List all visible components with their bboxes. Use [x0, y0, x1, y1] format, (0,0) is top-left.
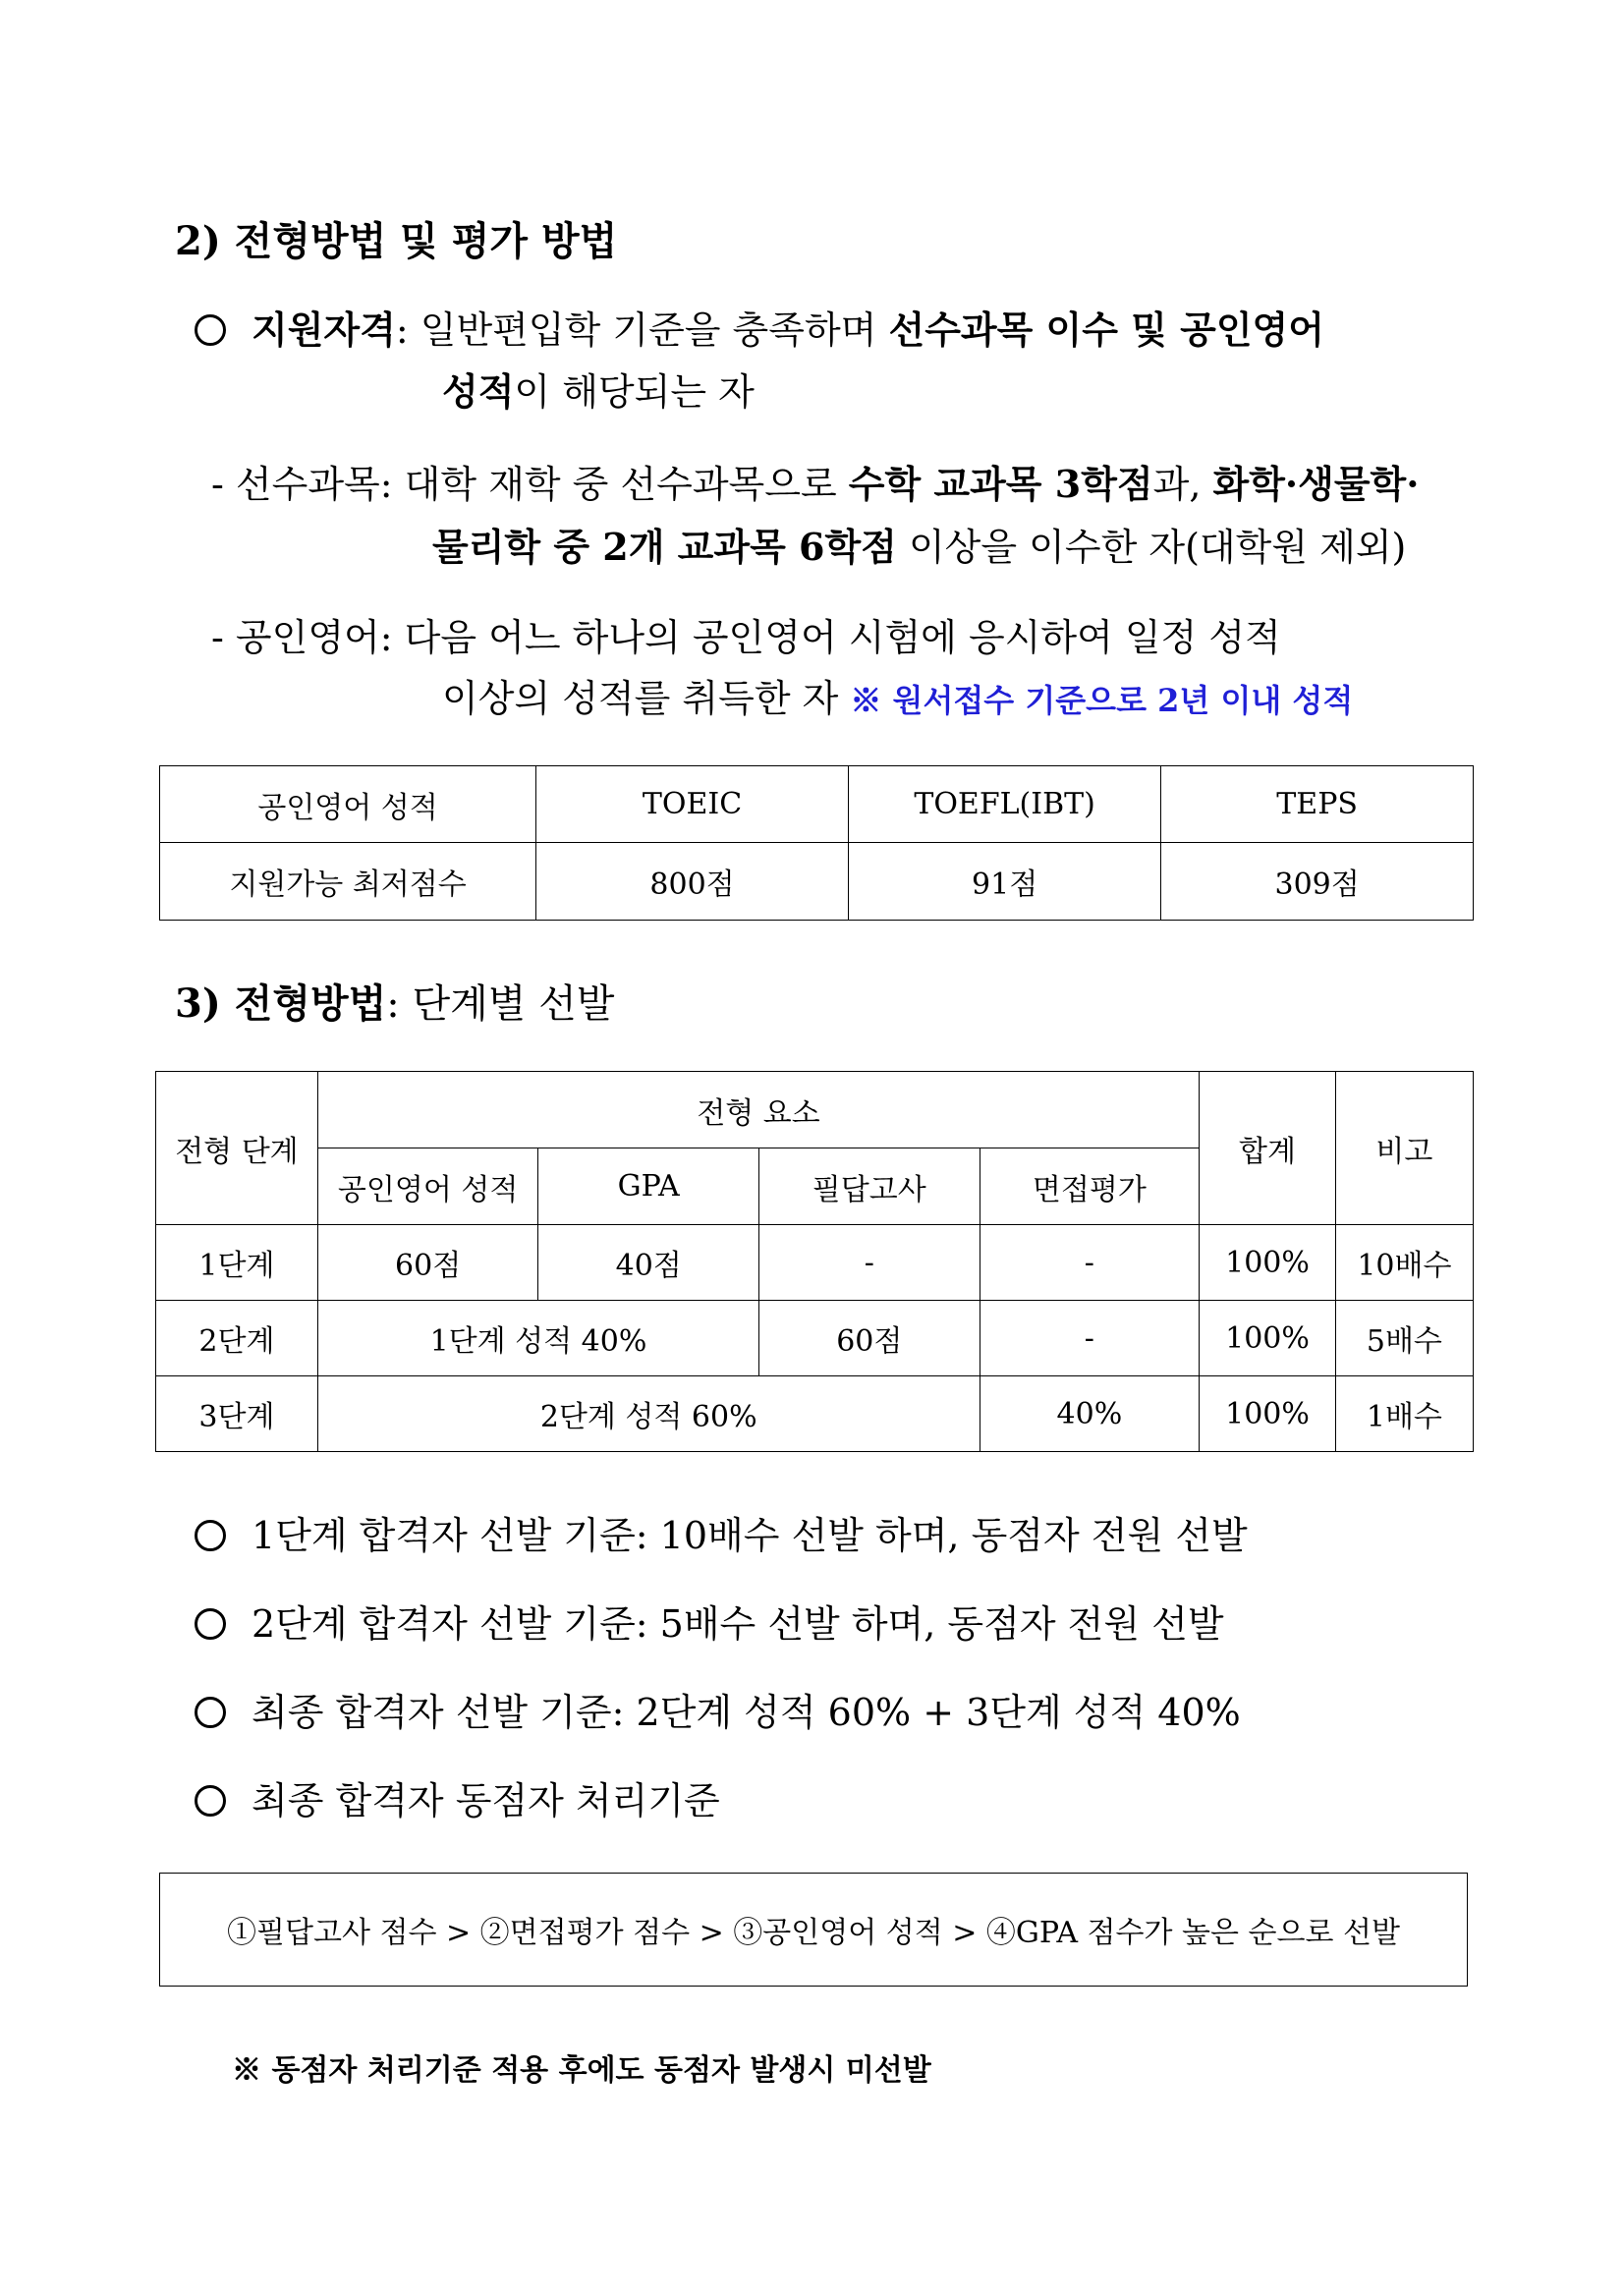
row3-interview: 40%: [980, 1376, 1200, 1452]
prereq-text1: 과,: [1152, 463, 1213, 506]
section3-heading-bold: 3) 전형방법: [175, 980, 387, 1027]
english-line1: - 공인영어: 다음 어느 하나의 공인영어 시험에 응시하여 일정 성적: [211, 616, 1281, 659]
score-header-label: 공인영어 성적: [160, 766, 536, 843]
sub-header-interview: 면접평가: [980, 1148, 1200, 1225]
score-row-label: 지원가능 최저점수: [160, 843, 536, 921]
qualification-label: 지원자격: [252, 308, 396, 352]
prereq-line1: [211, 454, 1419, 508]
row1-stage: 1단계: [156, 1225, 318, 1301]
stage-table: [155, 1071, 1474, 1452]
list-item: [195, 1505, 1248, 1559]
row2-written: 60점: [759, 1301, 980, 1376]
score-header-toeic: TOEIC: [536, 766, 849, 843]
circle-bullet-icon: [195, 1520, 226, 1551]
row2-total: 100%: [1200, 1301, 1336, 1376]
prereq-line2: [432, 517, 1406, 571]
row1-total: 100%: [1200, 1225, 1336, 1301]
final-note: ※ 동점자 처리기준 적용 후에도 동점자 발생시 미선발: [232, 2053, 931, 2088]
english-line2: [442, 668, 1353, 722]
row3-total: 100%: [1200, 1376, 1336, 1452]
prereq-bold3: 물리학 중 2개 교과목 6학점: [432, 525, 897, 569]
sub-header-written: 필답고사: [759, 1148, 980, 1225]
bullet-text: 2단계 합격자 선발 기준: 5배수 선발 하며, 동점자 전원 선발: [252, 1602, 1224, 1646]
sub-header-english: 공인영어 성적: [317, 1148, 537, 1225]
score-header-teps: TEPS: [1161, 766, 1474, 843]
circle-bullet-icon: [195, 1785, 226, 1817]
qualification-bold2: 성적: [442, 369, 515, 414]
section3-heading-rest: : 단계별 선발: [386, 981, 615, 1027]
qualification-text1: 일반편입학 기준을 충족하며: [408, 308, 889, 352]
sub-header-gpa: GPA: [538, 1148, 759, 1225]
list-item: [195, 1594, 1224, 1648]
row1-interview: -: [980, 1225, 1200, 1301]
row2-prev: 1단계 성적 40%: [317, 1301, 758, 1376]
list-item: [195, 1770, 720, 1824]
row2-interview: -: [980, 1301, 1200, 1376]
row3-stage: 3단계: [156, 1376, 318, 1452]
qualification-line1: [195, 300, 1324, 354]
row3-note: 1배수: [1335, 1376, 1473, 1452]
table-row: [156, 1301, 1474, 1376]
bullet-text: 최종 합격자 동점자 처리기준: [252, 1779, 720, 1822]
row2-note: 5배수: [1335, 1301, 1473, 1376]
prereq-bold2: 화학·생물학·: [1212, 462, 1420, 506]
table-row: [156, 1225, 1474, 1301]
score-toeic: 800점: [536, 843, 849, 921]
prereq-label: - 선수과목: 대학 재학 중 선수과목으로: [211, 463, 849, 506]
section3-heading: [175, 973, 614, 1029]
row1-note: 10배수: [1335, 1225, 1473, 1301]
tiebreak-text: ①필답고사 점수 > ②면접평가 점수 > ③공인영어 성적 > ④GPA 점수가 높은 순으로 선발: [227, 1916, 1400, 1950]
row1-english: 60점: [317, 1225, 537, 1301]
circle-bullet-icon: [195, 1697, 226, 1728]
total-header: 합계: [1200, 1072, 1336, 1225]
list-item: [195, 1682, 1241, 1736]
score-teps: 309점: [1161, 843, 1474, 921]
row1-gpa: 40점: [538, 1225, 759, 1301]
stage-header: 전형 단계: [156, 1072, 318, 1225]
bullet-text: 1단계 합격자 선발 기준: 10배수 선발 하며, 동점자 전원 선발: [252, 1514, 1248, 1557]
prereq-text2: 이상을 이수한 자(대학원 제외): [896, 526, 1407, 569]
note-header: 비고: [1335, 1072, 1473, 1225]
score-header-toefl: TOEFL(IBT): [848, 766, 1160, 843]
row2-stage: 2단계: [156, 1301, 318, 1376]
row1-written: -: [759, 1225, 980, 1301]
section2-heading: 2) 전형방법 및 평가 방법: [175, 218, 618, 264]
qualification-colon: :: [395, 308, 409, 352]
prereq-bold1: 수학 교과목 3학점: [848, 462, 1153, 506]
english-note: ※ 원서접수 기준으로 2년 이내 성적: [850, 682, 1354, 719]
table-row: [156, 1376, 1474, 1452]
row3-prev: 2단계 성적 60%: [317, 1376, 980, 1452]
circle-bullet-icon: [195, 1608, 226, 1640]
tiebreak-box: [159, 1873, 1468, 1987]
english-line2-text: 이상의 성적를 취득한 자: [442, 677, 851, 720]
bullet-text: 최종 합격자 선발 기준: 2단계 성적 60% + 3단계 성적 40%: [252, 1691, 1241, 1734]
qualification-line2: [442, 362, 755, 416]
qualification-text2: 이 해당되는 자: [514, 370, 755, 414]
circle-bullet-icon: [195, 314, 226, 346]
score-table: [159, 765, 1474, 921]
score-toefl: 91점: [848, 843, 1160, 921]
elements-header: 전형 요소: [317, 1072, 1199, 1148]
qualification-bold1: 선수과목 이수 및 공인영어: [888, 308, 1324, 352]
